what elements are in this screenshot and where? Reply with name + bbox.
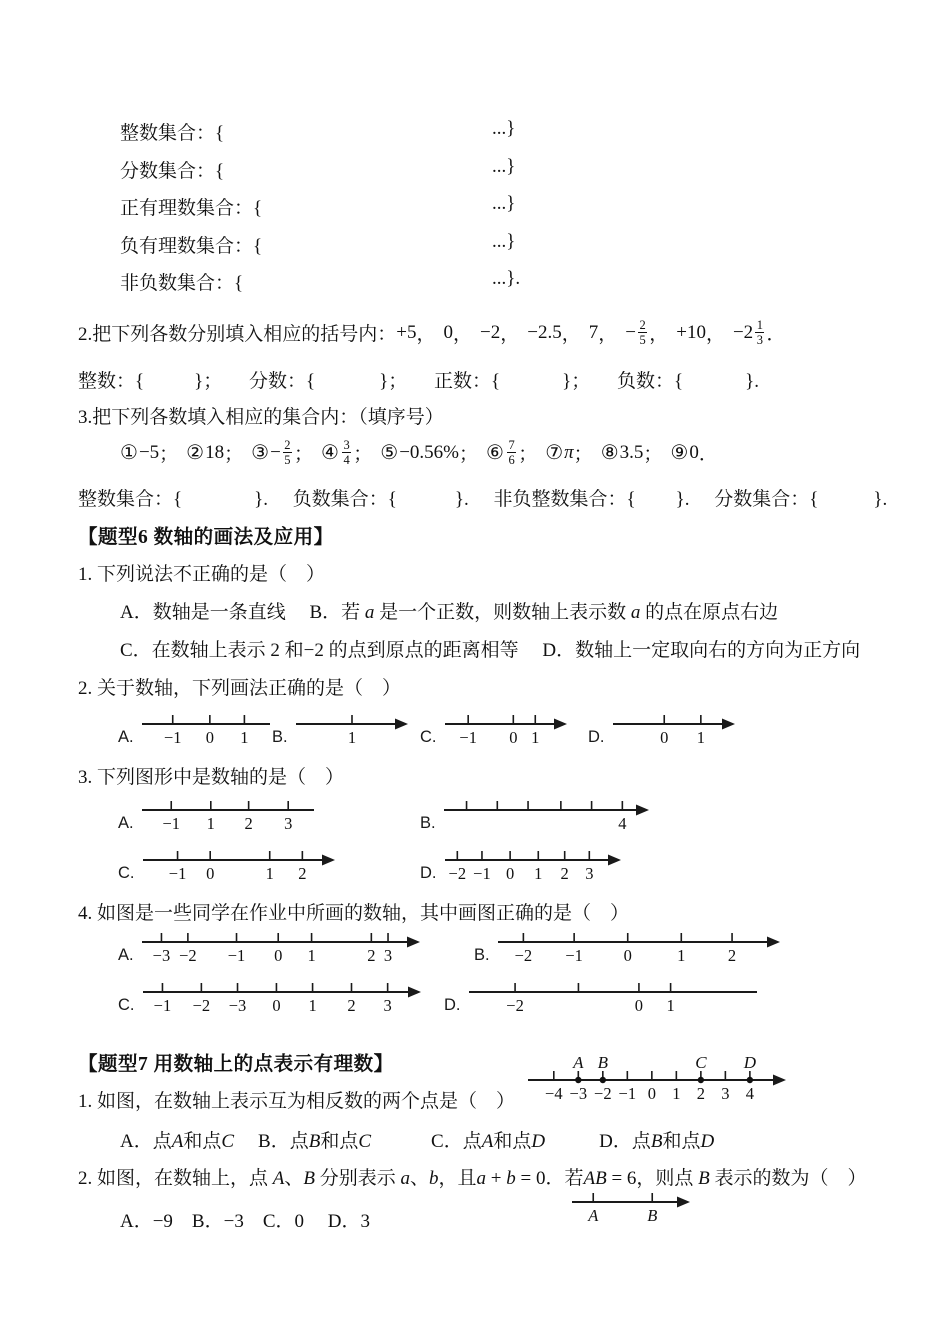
- svg-text:−2: −2: [505, 996, 524, 1015]
- svg-text:D: D: [743, 1054, 757, 1072]
- svg-text:−1: −1: [168, 864, 186, 883]
- t6-q4-diagram-a: [118, 928, 420, 966]
- answer-close: }.: [745, 371, 759, 392]
- option-letter-b: B.: [420, 813, 436, 832]
- svg-text:−1: −1: [227, 946, 245, 965]
- option-letter-c: C.: [118, 995, 135, 1014]
- numberline-diagram: [142, 796, 314, 834]
- q3-number-list: ① −5 ； ② 18 ； ③ − $\frac{2}{5}$ ； ④ $\frac{3}{4}$ ； ⑤ −0.56% ； ⑥ $\frac{7}{6}$ ； ⑦ π ； ⑧ 3.5 ； ⑨ 0 ．: [120, 438, 718, 468]
- q2-intro-row: [78, 318, 793, 348]
- set-row-negative-rationals: [120, 231, 550, 258]
- answer-label: 整数：{: [78, 371, 145, 392]
- set-row-positive-rationals: [120, 193, 550, 220]
- set-close: }.: [873, 489, 888, 510]
- svg-text:−2: −2: [178, 946, 197, 965]
- svg-text:−1: −1: [564, 946, 583, 965]
- q3-intro-text: 3.把下列各数填入相应的集合内：（填序号）: [78, 407, 444, 428]
- t6-q4-diagram-c: [118, 978, 421, 1016]
- svg-text:2: 2: [366, 946, 376, 965]
- t6-q3-diagram-a: [118, 796, 314, 834]
- t6-q3-text: 3. 下列图形中是数轴的是（ ）: [78, 767, 345, 788]
- set-close: }.: [254, 489, 268, 510]
- t6-q3-diagram-d: [420, 846, 621, 884]
- svg-text:−1: −1: [458, 728, 477, 747]
- svg-text:4: 4: [617, 814, 627, 833]
- svg-text:3: 3: [383, 996, 392, 1015]
- t6-q2-text: 2. 关于数轴，下列画法正确的是（ ）: [78, 678, 402, 699]
- t7-q1-option-b: B．点B和点C: [258, 1131, 372, 1152]
- set-row-label: 非负数集合：{: [120, 273, 244, 294]
- svg-text:1: 1: [265, 864, 274, 883]
- numberline-diagram: [444, 796, 649, 834]
- t7-q2-text: 2. 如图，在数轴上，点 A、B 分别表示 a、b，且a + b = 0．若AB = 6，则点 B 表示的数为（ ）: [78, 1168, 867, 1189]
- q2-answer-positives: [434, 371, 590, 392]
- numberline-diagram: [296, 710, 408, 748]
- svg-text:2: 2: [346, 996, 356, 1015]
- set-row-label: 整数集合：{: [120, 123, 225, 144]
- svg-text:0: 0: [508, 728, 517, 747]
- option-letter-d: D.: [420, 863, 437, 882]
- svg-text:−2: −2: [594, 1084, 612, 1103]
- t6-q3-diagram-c: [118, 846, 335, 884]
- numberline-diagram: [143, 978, 421, 1016]
- svg-text:1: 1: [672, 1084, 681, 1103]
- t6-q3-diagram-b: [420, 796, 649, 834]
- svg-text:3: 3: [283, 814, 292, 833]
- set-row-label: 分数集合：{: [120, 161, 225, 182]
- set-label: 分数集合：{: [714, 489, 819, 510]
- answer-label: 正数：{: [434, 371, 501, 392]
- answer-close: }；: [562, 371, 591, 392]
- svg-text:A: A: [588, 1206, 599, 1225]
- svg-text:3: 3: [721, 1084, 730, 1103]
- svg-text:−1: −1: [163, 728, 182, 747]
- set-label: 整数集合：{: [78, 489, 183, 510]
- q2-answer-row: [78, 366, 759, 393]
- numberline-diagram: [469, 978, 757, 1016]
- set-row-tail: ...}: [492, 118, 516, 139]
- t6-q2-diagram-b: [272, 710, 408, 748]
- numberline-diagram: [142, 710, 270, 748]
- set-close: }.: [454, 489, 469, 510]
- svg-text:0: 0: [505, 864, 514, 883]
- svg-text:0: 0: [271, 996, 281, 1015]
- svg-text:4: 4: [745, 1084, 755, 1103]
- q2-answer-integers: [78, 371, 222, 392]
- svg-text:1: 1: [696, 728, 705, 747]
- svg-text:0: 0: [659, 728, 668, 747]
- set-row-integers: [120, 118, 550, 145]
- answer-close: }；: [194, 371, 223, 392]
- svg-text:−1: −1: [153, 996, 171, 1015]
- svg-text:−3: −3: [152, 946, 170, 965]
- svg-text:1: 1: [239, 728, 249, 747]
- svg-text:1: 1: [530, 728, 539, 747]
- svg-text:0: 0: [273, 946, 282, 965]
- numberline-diagram: [572, 1190, 690, 1228]
- t6-q2-diagram-d: [588, 710, 735, 748]
- svg-text:−4: −4: [545, 1084, 563, 1103]
- t6-q2-diagram-c: [420, 710, 567, 748]
- svg-text:2: 2: [727, 946, 736, 965]
- svg-text:A: A: [573, 1054, 584, 1072]
- set-close: }.: [675, 489, 690, 510]
- set-row-tail: ...}: [492, 156, 516, 177]
- numberline-diagram: [613, 710, 735, 748]
- option-letter-d: D.: [588, 727, 605, 746]
- svg-text:−2: −2: [514, 946, 532, 965]
- t6-q1-text: 1. 下列说法不正确的是（ ）: [78, 564, 326, 585]
- topic7-title: 【题型7 用数轴上的点表示有理数】: [78, 1054, 394, 1075]
- svg-text:−1: −1: [472, 864, 491, 883]
- set-row-nonnegative: [120, 268, 550, 295]
- t6-q4-diagram-d: [444, 978, 757, 1016]
- numberline-diagram: [142, 928, 420, 966]
- svg-text:2: 2: [297, 864, 306, 883]
- set-row-label: 正有理数集合：{: [120, 198, 263, 219]
- svg-text:0: 0: [634, 996, 643, 1015]
- svg-text:−3: −3: [228, 996, 246, 1015]
- numberline-diagram: [445, 846, 621, 884]
- answer-label: 分数：{: [249, 371, 316, 392]
- svg-text:1: 1: [307, 946, 316, 965]
- t7-q1-option-c: C．点A和点D: [431, 1131, 546, 1152]
- t7-q1-options-row: [120, 1126, 714, 1153]
- numberline-diagram: [498, 928, 780, 966]
- t7-q2-options: A．−9 B．−3 C．0 D．3: [120, 1211, 370, 1232]
- set-row-tail: ...}: [492, 231, 516, 252]
- q3-set-fractions: [714, 489, 887, 510]
- option-letter-c: C.: [420, 727, 437, 746]
- svg-text:3: 3: [584, 864, 593, 883]
- option-letter-a: A.: [118, 813, 134, 832]
- q3-set-nonneg-integers: [494, 489, 690, 510]
- svg-text:1: 1: [665, 996, 675, 1015]
- t6-q1-options-cd: C．在数轴上表示 2 和−2 的点到原点的距离相等 D．数轴上一定取向右的方向为正方向: [120, 640, 861, 661]
- svg-text:1: 1: [676, 946, 686, 965]
- set-label: 非负整数集合：{: [493, 489, 636, 510]
- t7-q1-text: 1. 如图，在数轴上表示互为相反数的两个点是（ ）: [78, 1091, 516, 1112]
- set-row-tail: ...}: [492, 193, 516, 214]
- option-letter-a: A.: [118, 727, 134, 746]
- svg-text:0: 0: [623, 946, 632, 965]
- svg-text:−2: −2: [448, 864, 466, 883]
- answer-label: 负数：{: [617, 371, 684, 392]
- svg-text:2: 2: [244, 814, 253, 833]
- option-letter-b: B.: [272, 727, 288, 746]
- svg-text:−1: −1: [162, 814, 180, 833]
- q2-answer-fractions: [249, 371, 407, 392]
- svg-text:0: 0: [205, 864, 214, 883]
- svg-text:3: 3: [383, 946, 392, 965]
- svg-text:−3: −3: [569, 1084, 588, 1103]
- t7-q1-option-a: A．点A和点C: [120, 1131, 235, 1152]
- t7-q2-numberline: [572, 1190, 690, 1228]
- t7-q1-option-d: D．点B和点D: [599, 1131, 715, 1152]
- numberline-diagram: [143, 846, 335, 884]
- svg-text:−2: −2: [192, 996, 210, 1015]
- option-letter-a: A.: [118, 945, 134, 964]
- svg-text:1: 1: [533, 864, 542, 883]
- q2-answer-negatives: [617, 371, 759, 392]
- q2-number-list: +5 ， 0 ， −2 ， −2.5 ， 7 ， − $\frac{2}{5}$ ， +10 ， −2 $\frac{1}{3}$ ．: [396, 318, 786, 348]
- q3-number-list-row: [120, 438, 726, 468]
- t6-q2-diagram-a: [118, 710, 270, 748]
- svg-text:C: C: [695, 1054, 707, 1072]
- svg-text:−1: −1: [618, 1084, 637, 1103]
- svg-text:1: 1: [307, 996, 317, 1015]
- q2-intro-text: 2.把下列各数分别填入相应的括号内：: [78, 324, 397, 346]
- topic6-title: 【题型6 数轴的画法及应用】: [78, 527, 334, 548]
- set-row-fractions: [120, 156, 550, 183]
- t6-q1-options-ab: A．数轴是一条直线 B．若 a 是一个正数，则数轴上表示数 a 的点在原点右边: [120, 602, 779, 623]
- svg-text:0: 0: [205, 728, 214, 747]
- option-letter-d: D.: [444, 995, 461, 1014]
- set-row-label: 负有理数集合：{: [120, 236, 263, 257]
- q3-set-negatives: [293, 489, 469, 510]
- svg-text:0: 0: [647, 1084, 656, 1103]
- option-letter-c: C.: [118, 863, 135, 882]
- svg-text:2: 2: [696, 1084, 705, 1103]
- svg-text:B: B: [647, 1206, 658, 1225]
- svg-text:1: 1: [347, 728, 356, 747]
- option-letter-b: B.: [474, 945, 490, 964]
- set-label: 负数集合：{: [292, 489, 397, 510]
- answer-close: }；: [379, 371, 408, 392]
- svg-text:1: 1: [206, 814, 215, 833]
- svg-text:B: B: [597, 1054, 609, 1072]
- t7-q1-numberline: [528, 1054, 786, 1106]
- t6-q4-text: 4. 如图是一些同学在作业中所画的数轴，其中画图正确的是（ ）: [78, 903, 630, 924]
- q3-set-integers: [78, 489, 268, 510]
- q3-sets-row: [78, 484, 887, 511]
- set-row-tail: ...}.: [492, 268, 521, 289]
- numberline-diagram: [445, 710, 567, 748]
- numberline-diagram: [528, 1054, 786, 1106]
- svg-text:2: 2: [560, 864, 569, 883]
- t6-q4-diagram-b: [474, 928, 780, 966]
